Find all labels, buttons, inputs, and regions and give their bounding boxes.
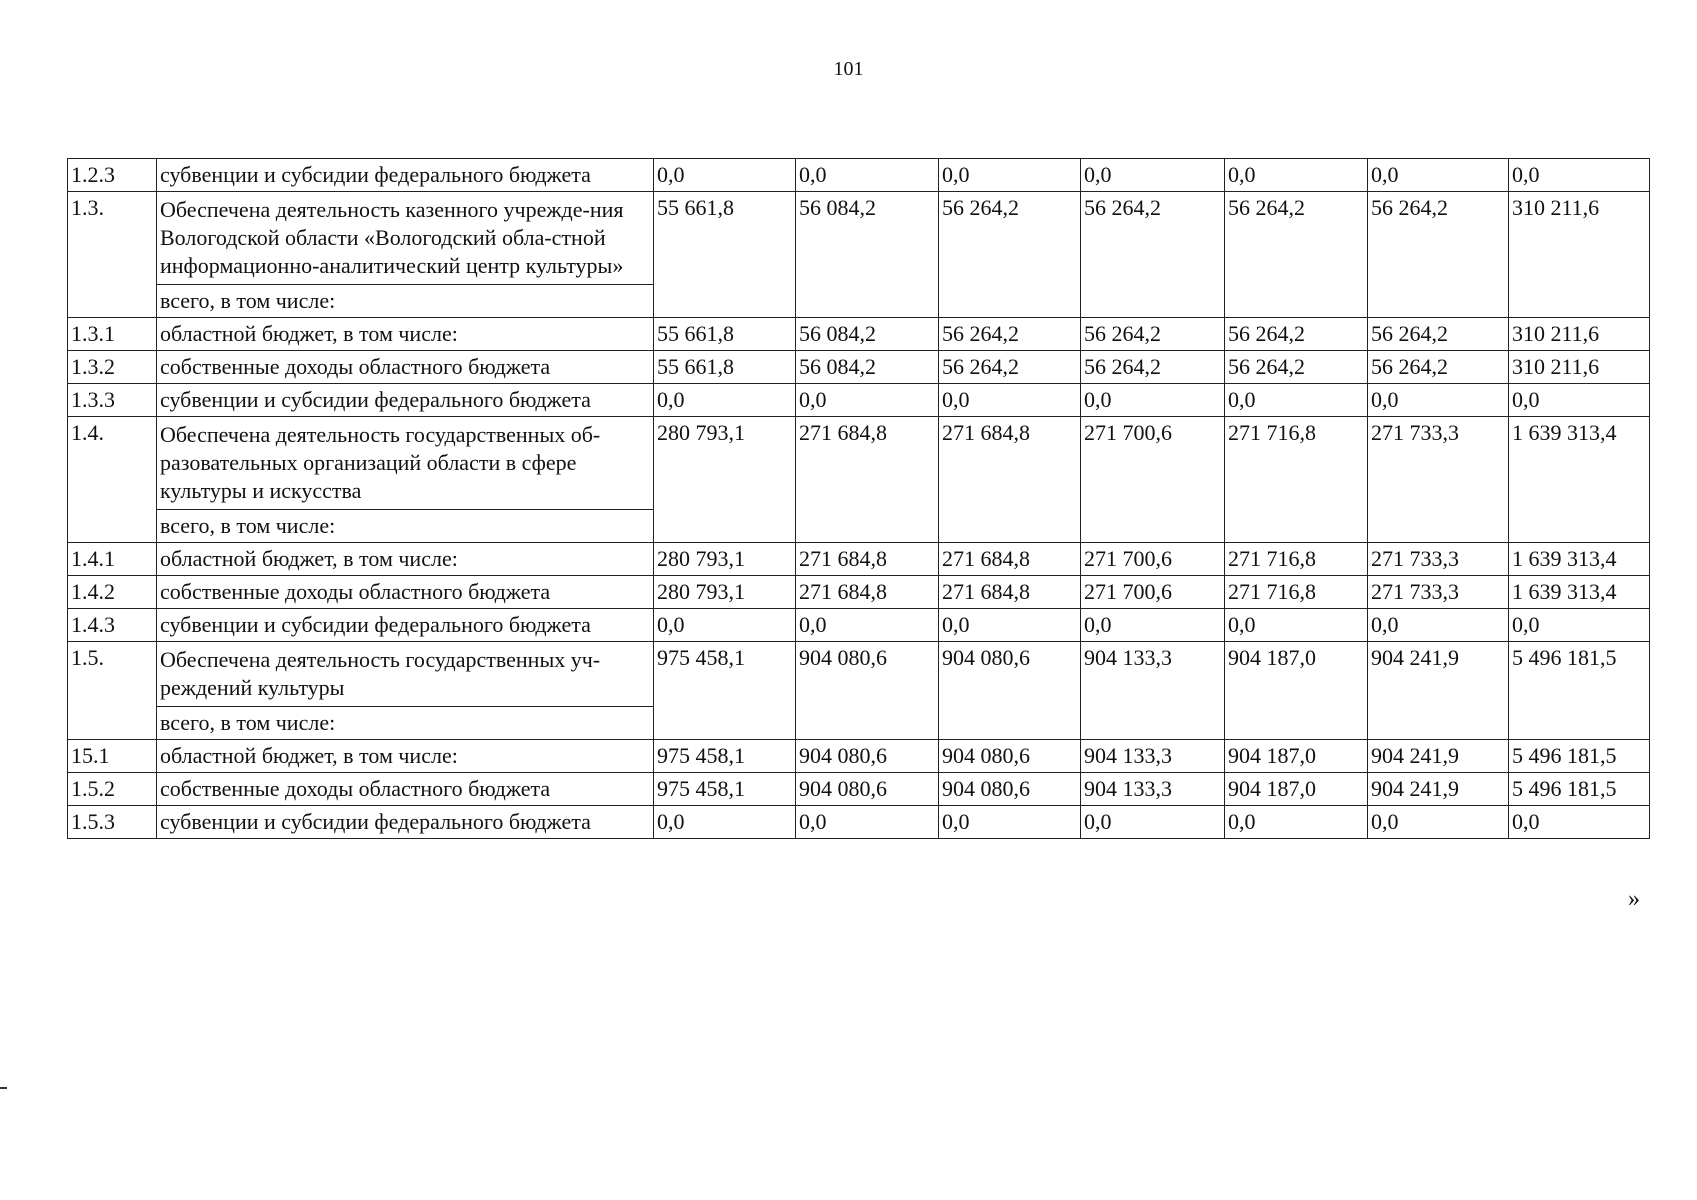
value-cell: 271 684,8: [796, 576, 939, 609]
table-row: [68, 384, 1650, 417]
value-cell: 904 080,6: [939, 773, 1081, 806]
table-row: [68, 806, 1650, 839]
value-cell: 271 684,8: [939, 543, 1081, 576]
value-cell: 0,0: [796, 384, 939, 417]
value-cell: 271 684,8: [939, 417, 1081, 543]
value-cell: 904 080,6: [796, 642, 939, 740]
value-cell: 975 458,1: [654, 773, 796, 806]
value-cell: 56 084,2: [796, 351, 939, 384]
row-description: областной бюджет, в том числе:: [157, 318, 654, 351]
value-cell: 0,0: [939, 806, 1081, 839]
value-cell: 271 700,6: [1081, 576, 1225, 609]
value-cell: 904 080,6: [939, 642, 1081, 740]
value-cell: 0,0: [1225, 384, 1368, 417]
row-description: субвенции и субсидии федерального бюджета: [157, 609, 654, 642]
value-cell: 0,0: [654, 806, 796, 839]
table-row: [68, 576, 1650, 609]
value-cell: 0,0: [796, 609, 939, 642]
table-row: [68, 773, 1650, 806]
value-cell: 904 187,0: [1225, 740, 1368, 773]
value-cell: 0,0: [939, 609, 1081, 642]
closing-quote-mark: »: [1628, 886, 1640, 912]
value-cell: 904 133,3: [1081, 773, 1225, 806]
value-cell: 0,0: [1368, 609, 1509, 642]
table-row: [68, 192, 1650, 318]
value-cell: 0,0: [1225, 609, 1368, 642]
value-cell: 0,0: [1509, 384, 1650, 417]
value-cell: 56 084,2: [796, 192, 939, 318]
row-description-subtotal-label: всего, в том числе:: [157, 706, 653, 737]
value-cell: 5 496 181,5: [1509, 773, 1650, 806]
value-cell: 904 241,9: [1368, 773, 1509, 806]
value-cell: 56 264,2: [939, 318, 1081, 351]
value-cell: 310 211,6: [1509, 192, 1650, 318]
budget-table: [67, 158, 1650, 839]
value-cell: 975 458,1: [654, 642, 796, 740]
value-cell: 5 496 181,5: [1509, 740, 1650, 773]
value-cell: 310 211,6: [1509, 318, 1650, 351]
value-cell: 0,0: [1081, 159, 1225, 192]
value-cell: 271 684,8: [796, 417, 939, 543]
value-cell: 904 080,6: [796, 740, 939, 773]
row-description: [157, 192, 654, 318]
value-cell: 1 639 313,4: [1509, 543, 1650, 576]
row-description: собственные доходы областного бюджета: [157, 773, 654, 806]
value-cell: 0,0: [1225, 806, 1368, 839]
value-cell: 904 080,6: [796, 773, 939, 806]
row-code: 15.1: [68, 740, 157, 773]
table-row: [68, 642, 1650, 740]
value-cell: 271 700,6: [1081, 417, 1225, 543]
row-description: [157, 642, 654, 740]
row-description-main: Обеспечена деятельность государственных об-разовательных организаций области в сфере культуры и искусства: [160, 422, 601, 503]
row-description-subtotal-label: всего, в том числе:: [157, 509, 653, 540]
table-row: [68, 543, 1650, 576]
row-description: собственные доходы областного бюджета: [157, 351, 654, 384]
row-code: 1.4.3: [68, 609, 157, 642]
row-code: 1.3.2: [68, 351, 157, 384]
value-cell: 280 793,1: [654, 543, 796, 576]
row-description: субвенции и субсидии федерального бюджета: [157, 384, 654, 417]
value-cell: 271 716,8: [1225, 576, 1368, 609]
value-cell: 56 264,2: [1225, 318, 1368, 351]
value-cell: 0,0: [1225, 159, 1368, 192]
row-description: областной бюджет, в том числе:: [157, 740, 654, 773]
row-description-subtotal-label: всего, в том числе:: [157, 284, 653, 315]
value-cell: 904 241,9: [1368, 642, 1509, 740]
page-number: 101: [833, 58, 864, 80]
row-description: областной бюджет, в том числе:: [157, 543, 654, 576]
table-row: [68, 351, 1650, 384]
table-row: [68, 609, 1650, 642]
value-cell: 56 264,2: [1081, 351, 1225, 384]
row-description-main: Обеспечена деятельность казенного учрежде-ния Вологодской области «Вологодский обла-стной информационно-аналитический центр культуры»: [160, 197, 624, 278]
row-code: 1.2.3: [68, 159, 157, 192]
value-cell: 56 084,2: [796, 318, 939, 351]
row-code: 1.5.3: [68, 806, 157, 839]
row-code: 1.3.: [68, 192, 157, 318]
value-cell: 904 241,9: [1368, 740, 1509, 773]
value-cell: 0,0: [796, 806, 939, 839]
value-cell: 5 496 181,5: [1509, 642, 1650, 740]
value-cell: 904 133,3: [1081, 740, 1225, 773]
row-code: 1.4.2: [68, 576, 157, 609]
value-cell: 56 264,2: [1225, 192, 1368, 318]
value-cell: 55 661,8: [654, 192, 796, 318]
row-code: 1.3.3: [68, 384, 157, 417]
value-cell: 271 684,8: [939, 576, 1081, 609]
value-cell: 271 684,8: [796, 543, 939, 576]
value-cell: 56 264,2: [939, 192, 1081, 318]
value-cell: 271 733,3: [1368, 543, 1509, 576]
table-row: [68, 159, 1650, 192]
value-cell: 271 700,6: [1081, 543, 1225, 576]
value-cell: 280 793,1: [654, 417, 796, 543]
table-row: [68, 740, 1650, 773]
value-cell: 0,0: [1509, 609, 1650, 642]
value-cell: 0,0: [1081, 609, 1225, 642]
value-cell: 904 133,3: [1081, 642, 1225, 740]
margin-dash: [0, 1087, 7, 1089]
value-cell: 0,0: [654, 384, 796, 417]
value-cell: 56 264,2: [1368, 192, 1509, 318]
value-cell: 56 264,2: [1368, 351, 1509, 384]
row-code: 1.3.1: [68, 318, 157, 351]
value-cell: 56 264,2: [1225, 351, 1368, 384]
row-description: [157, 417, 654, 543]
value-cell: 271 716,8: [1225, 417, 1368, 543]
value-cell: 56 264,2: [939, 351, 1081, 384]
value-cell: 904 080,6: [939, 740, 1081, 773]
row-description: собственные доходы областного бюджета: [157, 576, 654, 609]
value-cell: 0,0: [1368, 384, 1509, 417]
value-cell: 0,0: [796, 159, 939, 192]
table-row: [68, 417, 1650, 543]
value-cell: 0,0: [1509, 806, 1650, 839]
value-cell: 0,0: [1368, 806, 1509, 839]
row-description: субвенции и субсидии федерального бюджета: [157, 159, 654, 192]
table-body: [68, 159, 1650, 839]
value-cell: 1 639 313,4: [1509, 417, 1650, 543]
value-cell: 0,0: [654, 609, 796, 642]
value-cell: 1 639 313,4: [1509, 576, 1650, 609]
value-cell: 904 187,0: [1225, 773, 1368, 806]
value-cell: 904 187,0: [1225, 642, 1368, 740]
table-row: [68, 318, 1650, 351]
row-code: 1.5.: [68, 642, 157, 740]
value-cell: 0,0: [1368, 159, 1509, 192]
row-code: 1.4.: [68, 417, 157, 543]
row-description-main: Обеспечена деятельность государственных уч-реждений культуры: [160, 647, 601, 700]
row-code: 1.5.2: [68, 773, 157, 806]
value-cell: 0,0: [939, 384, 1081, 417]
value-cell: 975 458,1: [654, 740, 796, 773]
value-cell: 0,0: [654, 159, 796, 192]
value-cell: 0,0: [1081, 384, 1225, 417]
value-cell: 310 211,6: [1509, 351, 1650, 384]
value-cell: 55 661,8: [654, 318, 796, 351]
row-code: 1.4.1: [68, 543, 157, 576]
value-cell: 271 733,3: [1368, 576, 1509, 609]
value-cell: 56 264,2: [1081, 192, 1225, 318]
value-cell: 271 716,8: [1225, 543, 1368, 576]
value-cell: 0,0: [939, 159, 1081, 192]
value-cell: 56 264,2: [1368, 318, 1509, 351]
value-cell: 0,0: [1509, 159, 1650, 192]
value-cell: 0,0: [1081, 806, 1225, 839]
row-description: субвенции и субсидии федерального бюджета: [157, 806, 654, 839]
value-cell: 55 661,8: [654, 351, 796, 384]
value-cell: 56 264,2: [1081, 318, 1225, 351]
value-cell: 271 733,3: [1368, 417, 1509, 543]
value-cell: 280 793,1: [654, 576, 796, 609]
